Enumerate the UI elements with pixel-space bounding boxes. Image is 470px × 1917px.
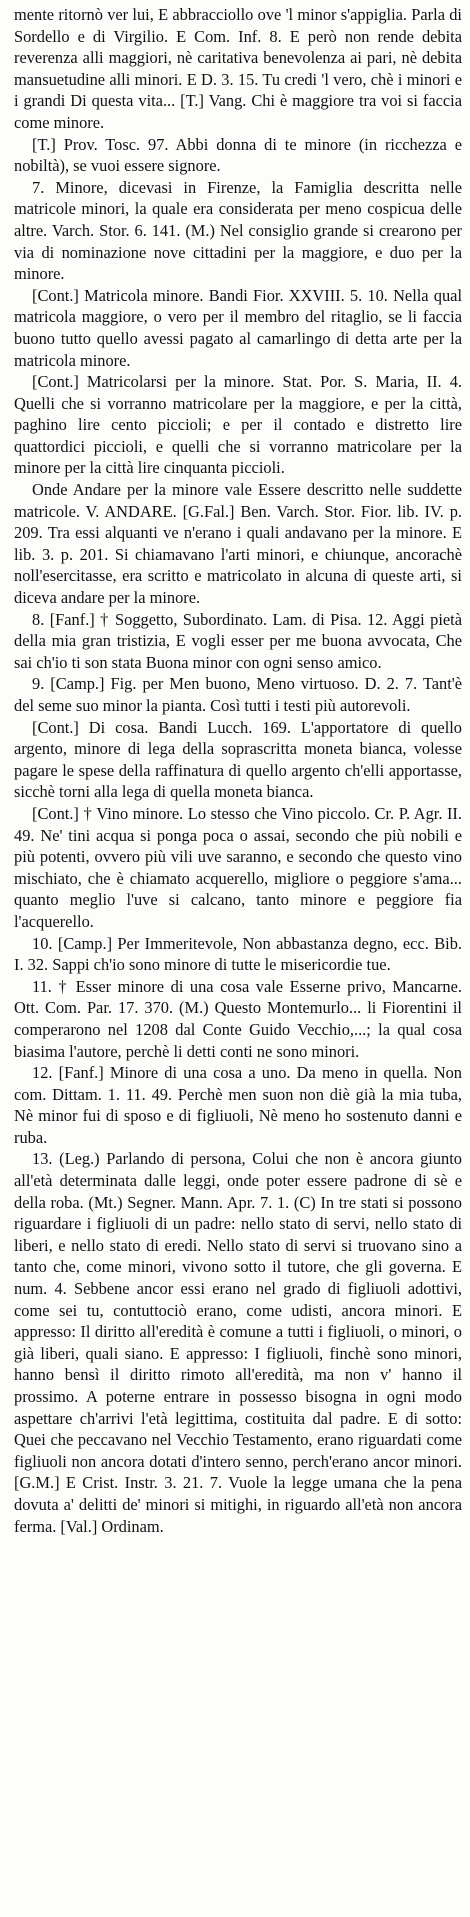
entry-7-andare: Onde Andare per la minore vale Essere descritto nelle suddette matricole. V. ANDARE. [G.Fal.] Ben. Varch. Stor. Fior. lib. IV. p. 209. Tra essi alquanti ve n'erano i quali andavano per la minore. E lib. 3. p. 201. Si chiamavano l'arti minori, e chiunque, ancorachè noll'esercitasse, era scritto e matricolato in alcuna di queste arti, si diceva andare per la minore. bbox=[14, 480, 462, 608]
entry-13: 13. (Leg.) Parlando di persona, Colui che non è ancora giunto all'età determinata dalle leggi, onde poter essere padrone di sè e della roba. (Mt.) Segner. Mann. Apr. 7. 1. (C) In tre stati si possono riguardare i figliuoli di un padre: nello stato di servi, nello stato di liberi, e nello stato di eredi. Nello stato di servi si truovano sino a tanto che, come minori, vivono sotto il tutore, che gli governa. E num. 4. Sebbene ancor essi erano nel grado di figliuoli adottivi, come sei tu, contuttociò erano, come udisti, ancora minori. E appresso: Il diritto all'eredità è comune a tutti i figliuoli, o minori, o già liberi, quali siano. E appresso: I figliuoli, finchè sono minori, hanno bensì il diritto rimoto all'eredità, ma non v' hanno il prossimo. A poterne entrare in possesso bisogna in ogni modo aspettare ch'arrivi l'età legittima, costituita dal padre. E di sotto: Quei che peccavano nel Vecchio Testamento, erano riguardati come figliuoli non ancora dotati d'intero senno, perch'erano ancor minori. [G.M.] E Crist. Instr. 3. 21. 7. Vuole la legge umana che la pena dovuta a' delitti de' minori si mitighi, in riguardo all'età non ancora ferma. [Val.] Ordinam. bbox=[14, 1149, 462, 1536]
entry-9-vino: [Cont.] † Vino minore. Lo stesso che Vino piccolo. Cr. P. Agr. II. 49. Ne' tini acqua si ponga poca o assai, secondo che più nobili e più potenti, ovvero più vili uve saranno, e secondo che questo vino mischiato, che è chiamato acquerello, migliore o peggiore s'ama... quanto meglio l'uve si calcano, tanto minore e peggiore fia l'acquerello. bbox=[14, 803, 462, 931]
entry-11: 11. † Esser minore di una cosa vale Esserne privo, Mancarne. Ott. Com. Par. 17. 370. (M.) Questo Montemurlo... li Fiorentini il comperarono nel 1208 dal Conte Guido Vecchio,...; la qual cosa biasima l'autore, perchè li detti conti ne sono minori. bbox=[14, 976, 462, 1061]
entry-7-matricolarsi: [Cont.] Matricolarsi per la minore. Stat. Por. S. Maria, II. 4. Quelli che si vorranno matricolare per la maggiore, e per la città, paghino lire cento piccioli; e per il contado e distretto lire quattordici piccioli, e quelli che si vorranno matricolare per la minore per la città lire cinquanta piccioli. bbox=[14, 372, 462, 478]
entry-12: 12. [Fanf.] Minore di una cosa a uno. Da meno in quella. Non com. Dittam. 1. 11. 49. Perchè men suon non diè già la mia tuba, Nè minor fui di sposo e di figliuoli, Nè meno ho sostenuto danni e ruba. bbox=[14, 1063, 462, 1147]
entry-8: 8. [Fanf.] † Soggetto, Subordinato. Lam. di Pisa. 12. Aggi pietà della mia gran tristizia, E vogli esser per me buona avvocata, Che sai ch'io ti son stata Buona minor con ogni senso amico. bbox=[14, 609, 462, 672]
entry-10: 10. [Camp.] Per Immeritevole, Non abbastanza degno, ecc. Bib. I. 32. Sappi ch'io sono minore di tutte le misericordie tue. bbox=[14, 933, 462, 975]
entry-9-cosa: [Cont.] Di cosa. Bandi Lucch. 169. L'apportatore di quello argento, minore di lega della soprascritta moneta bianca, volesse pagare le spese della raffinatura di quello argento ch'elli apportasse, sicchè torni alla lega di quella moneta bianca. bbox=[14, 717, 462, 802]
entry-9: 9. [Camp.] Fig. per Men buono, Meno virtuoso. D. 2. 7. Tant'è del seme suo minor la pianta. Così tutti i testi più autorevoli. bbox=[14, 674, 462, 715]
entry-continuation: mente ritornò ver lui, E abbracciollo ove 'l minor s'appiglia. Parla di Sordello e di Virgilio. E Com. Inf. 8. E però non rende debita reverenza alli maggiori, nè caritativa benevolenza ai pari, nè debita mansuetudine alli minori. E D. 3. 15. Tu credi 'l vero, chè i minori e i grandi Di questa vita... [T.] Vang. Chi è maggiore tra voi si faccia come minore. bbox=[14, 5, 462, 132]
entry-proverb: [T.] Prov. Tosc. 97. Abbi donna di te minore (in ricchezza e nobiltà), se vuoi essere signore. bbox=[14, 134, 462, 176]
entry-7-matricola: [Cont.] Matricola minore. Bandi Fior. XXVIII. 5. 10. Nella qual matricola maggiore, o vero per il membro del ritaglio, se li faccia buono tutto quello avessi pagato al camarlingo di detta arte per la matricola minore. bbox=[14, 285, 462, 370]
entry-7: 7. Minore, dicevasi in Firenze, la Famiglia descritta nelle matricole minori, la quale era considerata per meno cospicua delle altre. Varch. Stor. 6. 141. (M.) Nel consiglio grande si crearono per via di nominazione nove cittadini per la maggiore, e duo per la minore. bbox=[14, 177, 462, 284]
